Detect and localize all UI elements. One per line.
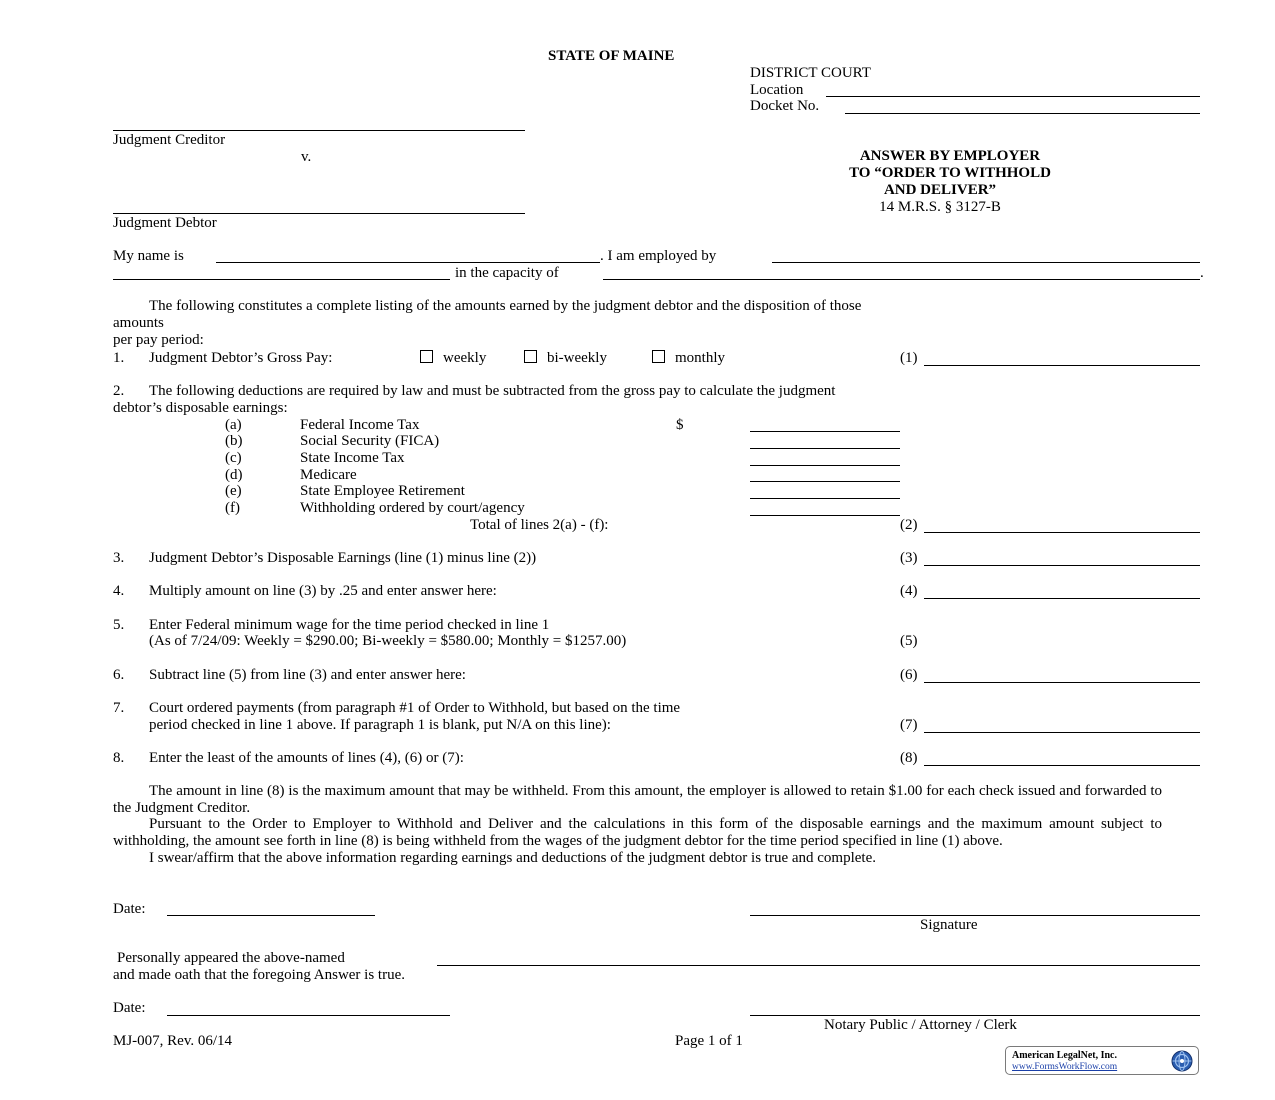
item-6-text: Subtract line (5) from line (3) and enter answer here: (149, 667, 466, 683)
deduction-b-input[interactable] (750, 448, 900, 449)
title-line-2: TO “ORDER TO WITHHOLD (849, 165, 1051, 181)
signature-input[interactable] (750, 915, 1200, 916)
notary-signature-input[interactable] (750, 1015, 1200, 1016)
form-id: MJ-007, Rev. 06/14 (113, 1033, 233, 1049)
line-4-ref: (4) (900, 583, 918, 599)
line-6-input[interactable] (924, 682, 1200, 683)
item-1-number: 1. (113, 350, 125, 366)
brand-name: American LegalNet, Inc. (1012, 1050, 1117, 1061)
page-number: Page 1 of 1 (675, 1033, 743, 1049)
deduction-label: Federal Income Tax (300, 417, 420, 433)
appeared-name-input[interactable] (437, 965, 1200, 966)
biweekly-checkbox[interactable] (524, 350, 537, 363)
court-name: DISTRICT COURT (750, 65, 871, 81)
deduction-letter: (e) (225, 483, 242, 499)
location-label: Location (750, 82, 804, 98)
deduction-letter: (b) (225, 433, 243, 449)
deduction-label: Social Security (FICA) (300, 433, 440, 449)
closing-paragraph-3: I swear/affirm that the above information regarding earnings and deductions of the judgment debtor is true and complete. (149, 849, 876, 866)
appeared-label: Personally appeared the above-named (117, 950, 345, 966)
weekly-label: weekly (443, 350, 487, 366)
deduction-letter: (a) (225, 417, 242, 433)
docket-input[interactable] (845, 113, 1200, 114)
date-input[interactable] (167, 915, 375, 916)
deduction-f-input[interactable] (750, 515, 900, 516)
title-line-1: ANSWER BY EMPLOYER (859, 148, 1041, 164)
item-5-number: 5. (113, 617, 125, 633)
employer-input[interactable] (772, 262, 1200, 263)
line-6-ref: (6) (900, 667, 918, 683)
line-3-ref: (3) (900, 550, 918, 566)
debtor-input[interactable] (113, 213, 525, 214)
deductions-text-2: debtor’s disposable earnings: (113, 400, 288, 416)
gross-pay-label: Judgment Debtor’s Gross Pay: (149, 350, 333, 366)
brand-url[interactable]: www.FormsWorkFlow.com (1012, 1062, 1118, 1072)
closing-paragraphs (113, 783, 1162, 867)
item-4-number: 4. (113, 583, 125, 599)
versus-label: v. (301, 149, 312, 165)
state-heading: STATE OF MAINE (548, 48, 675, 64)
statute-citation: 14 M.R.S. § 3127-B (879, 199, 1001, 215)
deduction-letter: (f) (225, 500, 240, 516)
item-3-number: 3. (113, 550, 125, 566)
signature-label: Signature (920, 917, 978, 933)
line-7-input[interactable] (924, 732, 1200, 733)
monthly-label: monthly (675, 350, 726, 366)
item-2-number: 2. (113, 383, 125, 399)
line-8-ref: (8) (900, 750, 918, 766)
deduction-c-input[interactable] (750, 465, 900, 466)
brand-logo (1005, 1046, 1199, 1075)
deduction-label: State Income Tax (300, 450, 405, 466)
item-7-text-2: period checked in line 1 above. If paragraph 1 is blank, put N/A on this line): (149, 717, 611, 733)
deduction-e-input[interactable] (750, 498, 900, 499)
dollar-sign: $ (676, 417, 684, 433)
line-2-ref: (2) (900, 517, 918, 533)
deduction-d-input[interactable] (750, 481, 900, 482)
my-name-label: My name is (113, 248, 184, 264)
item-5-text-2: (As of 7/24/09: Weekly = $290.00; Bi-weekly = $580.00; Monthly = $1257.00) (149, 633, 627, 649)
line-1-ref: (1) (900, 350, 918, 366)
line-5-ref: (5) (900, 633, 918, 649)
title-line-3: AND DELIVER” (883, 182, 997, 198)
deductions-text-1: The following deductions are required by law and must be subtracted from the gross pay to calculate the judgment (149, 383, 836, 399)
closing-paragraph-1: The amount in line (8) is the maximum amount that may be withheld. From this amount, the employer is allowed to retain $1.00 for each check issued and forwarded to the Judgment Creditor. (113, 783, 1162, 816)
line-1-input[interactable] (924, 365, 1200, 366)
deduction-label: Withholding ordered by court/agency (300, 500, 525, 516)
creditor-input[interactable] (113, 130, 525, 131)
line-8-input[interactable] (924, 765, 1200, 766)
employee-name-input[interactable] (216, 262, 600, 263)
closing-paragraph-2: Pursuant to the Order to Employer to Withhold and Deliver and the calculations in this form of the disposable earnings and the maximum amount subject to withholding, the amount see forth in line (8) is being withheld from the wages of the judgment debtor for the time period specified in line (1) above. (113, 816, 1162, 850)
biweekly-label: bi-weekly (547, 350, 607, 366)
notary-label: Notary Public / Attorney / Clerk (824, 1017, 1017, 1033)
location-input[interactable] (826, 96, 1200, 97)
item-8-text: Enter the least of the amounts of lines (4), (6) or (7): (149, 750, 464, 766)
item-4-text: Multiply amount on line (3) by .25 and enter answer here: (149, 583, 497, 599)
item-7-number: 7. (113, 700, 125, 716)
line-2-input[interactable] (924, 532, 1200, 533)
capacity-label: in the capacity of (455, 265, 559, 281)
capacity-period: . (1200, 265, 1204, 281)
item-3-text: Judgment Debtor’s Disposable Earnings (line (1) minus line (2)) (149, 550, 537, 566)
oath-text: and made oath that the foregoing Answer is true. (113, 967, 406, 983)
employer-cont-input[interactable] (113, 279, 450, 280)
item-5-text-1: Enter Federal minimum wage for the time period checked in line 1 (149, 617, 550, 633)
debtor-label: Judgment Debtor (113, 215, 217, 231)
date-input-2[interactable] (167, 1015, 450, 1016)
creditor-label: Judgment Creditor (113, 132, 226, 148)
date-label: Date: (113, 901, 146, 917)
item-7-text-1: Court ordered payments (from paragraph #1 of Order to Withhold, but based on the time (149, 700, 681, 716)
item-6-number: 6. (113, 667, 125, 683)
line-4-input[interactable] (924, 598, 1200, 599)
line-3-input[interactable] (924, 565, 1200, 566)
capacity-input[interactable] (603, 279, 1200, 280)
listing-text-2: amounts (113, 315, 164, 331)
deduction-a-input[interactable] (750, 431, 900, 432)
deduction-label: Medicare (300, 467, 357, 483)
date-label-2: Date: (113, 1000, 146, 1016)
listing-text-1: The following constitutes a complete listing of the amounts earned by the judgment debtor and the disposition of those (149, 298, 862, 314)
monthly-checkbox[interactable] (652, 350, 665, 363)
deduction-letter: (d) (225, 467, 243, 483)
weekly-checkbox[interactable] (420, 350, 433, 363)
deduction-label: State Employee Retirement (300, 483, 465, 499)
total-deductions-label: Total of lines 2(a) - (f): (470, 517, 609, 533)
employed-by-label: . I am employed by (600, 248, 717, 264)
docket-label: Docket No. (750, 98, 820, 114)
globe-icon (1171, 1050, 1193, 1072)
listing-text-3: per pay period: (113, 332, 204, 348)
item-8-number: 8. (113, 750, 125, 766)
deduction-letter: (c) (225, 450, 242, 466)
line-7-ref: (7) (900, 717, 918, 733)
